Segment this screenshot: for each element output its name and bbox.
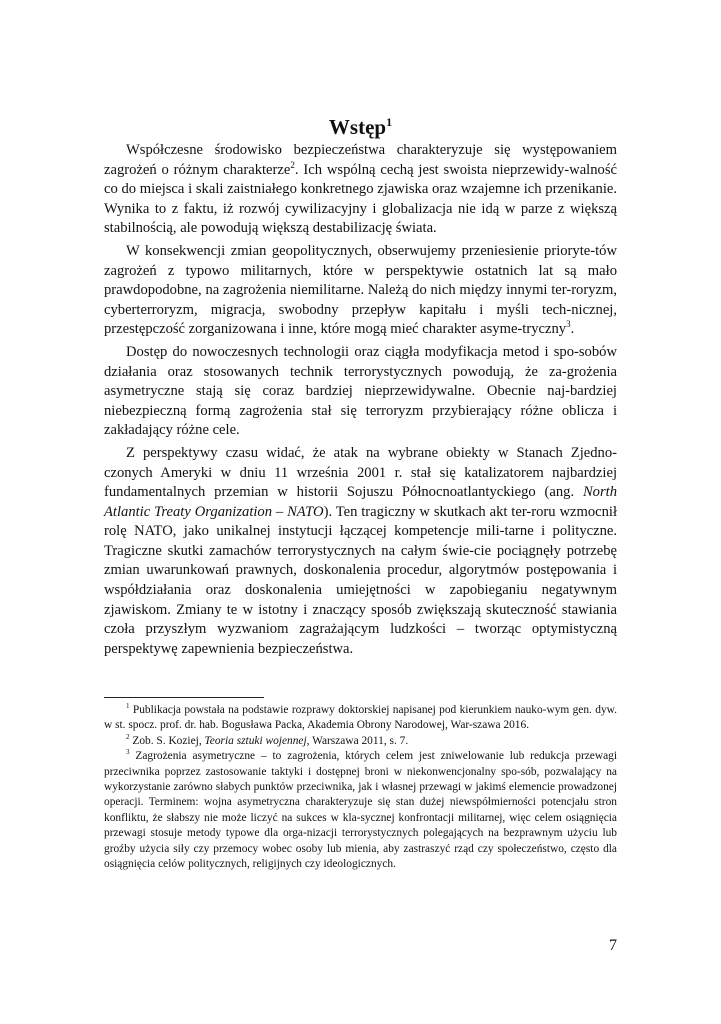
- body-text: [104, 141, 617, 662]
- footnote-3: [104, 749, 617, 872]
- paragraph-4-part-b: ). Ten tragiczny w skutkach akt ter-roru wzmocnił rolę NATO, jako unikalnej instytucji łączącej kompetencje mili-tarne i polityczne. Tragiczne skutki zamachów terrorystycznych na całym świe-cie pociągnęły potrzebę zmian uwarunkowań prawnych, doskonalenia procedur, algorytmów postępowania i współdziałania oraz doskonalenia umiejętności w zapobieganiu negatywnym zjawiskom. Zmiany te w istotny i znaczący sposób zwiększają skuteczność stawiania czoła przyszłym wyzwaniom zagrażającym ludzkości – tworząc optymistyczną perspektywę zapewnienia bezpieczeństwa.: [104, 503, 617, 657]
- footnote-3-text: Zagrożenia asymetryczne – to zagrożenia, których celem jest zniwelowanie lub redukcja przewagi przeciwnika poprzez zastosowanie taktyki i dostępnej broni w niekonwencjonalny spo-sób, pozwalający na wykorzystanie zarówno słabych punktów przeciwnika, jak i własnej przewagi w jakimś elemencie prowadzonej operacji. Terminem: wojna asymetryczna charakteryzuje się stan dużej niewspółmierności potencjału stron konfliktu, że słabszy nie może liczyć na sukces w kla-sycznej konfrontacji militarnej, więc celem osiągnięcia przewagi stosuje metody typowe dla orga-nizacji terrorystycznych polegających na bezprawnym użyciu lub groźby użycia siły czy przemocy wobec osoby lub mienia, aby zastraszyć rząd czy społeczeństwo, często dla osiągnięcia celów politycznych, religijnych czy ideologicznych.: [104, 750, 617, 871]
- footnote-1-number: 1: [126, 702, 130, 711]
- paragraph-2-part-a: W konsekwencji zmian geopolitycznych, obserwujemy przeniesienie prioryte-tów zagrożeń z typowo militarnych, które w perspektywie ostatnich lat są mało prawdopodobne, na zagrożenia niemilitarne. Należą do nich między innymi ter-roryzm, cyberterroryzm, migracja, swobodny przepływ kapitału i myśli tech-nicznej, przestępczość zorganizowana i inne, które mogą mieć charakter asyme-tryczny: [104, 242, 617, 338]
- paragraph-3: Dostęp do nowoczesnych technologii oraz ciągła modyfikacja metod i spo-sobów działania oraz stosowanych technik terrorystycznych powodują, że za-grożenia asymetryczne stają się coraz bardziej nieprzewidywalne. Obecnie naj-bardziej niebezpieczną formą zagrożenia stał się terroryzm przybierający różne oblicza i zakładający różne cele.: [104, 343, 617, 439]
- chapter-title-text: Wstęp: [328, 115, 387, 140]
- paragraph-1-part-b: . Ich wspólną cechą jest swoista nieprzewidy-walność co do miejsca i skali zaistniałego konkretnego zjawiska oraz wzajemne ich przenikanie. Wynika to z faktu, iż rozwój cywilizacyjny i globalizacja nie idą w parze z większą stabilnością, ale powodują większą destabilizację świata.: [104, 161, 617, 237]
- paragraph-1-part-a: Współczesne środowisko bezpieczeństwa charakteryzuje się występowaniem zagrożeń o różnym charakterze: [104, 142, 617, 178]
- footnote-ref-3: 3: [566, 319, 571, 330]
- paragraph-4-italic: North Atlantic Treaty Organization – NATO: [104, 484, 617, 520]
- footnote-separator: [104, 697, 264, 698]
- paragraph-2-part-b: .: [570, 321, 575, 338]
- footnote-2-number: 2: [126, 733, 130, 742]
- footnote-3-number: 3: [126, 748, 130, 757]
- footnote-1-text: Publikacja powstała na podstawie rozprawy doktorskiej napisanej pod kierunkiem nauko-wym gen. dyw. w st. spocz. prof. dr. hab. Bogusława Packa, Akademia Obrony Narodowej, War-szawa 2016.: [104, 704, 617, 732]
- footnote-2-part-a: Zob. S. Koziej,: [129, 734, 205, 747]
- paragraph-4: [104, 444, 617, 660]
- paragraph-4-part-a: Z perspektywy czasu widać, że atak na wybrane obiekty w Stanach Zjedno-czonych Ameryki w dniu 11 września 2001 r. stał się katalizatorem najbardziej fundamentalnych przemian w historii Sojuszu Północnoatlantyckiego (ang.: [104, 444, 617, 501]
- page-number: 7: [609, 937, 617, 954]
- footnotes: [104, 703, 617, 872]
- footnote-2: [104, 734, 617, 749]
- paragraph-1: [104, 141, 617, 239]
- footnote-ref-2: 2: [290, 159, 295, 170]
- footnote-2-italic: Teoria sztuki wojennej: [204, 734, 307, 747]
- chapter-title: [0, 114, 721, 140]
- footnote-1: [104, 703, 617, 734]
- paragraph-2: [104, 242, 617, 340]
- footnote-2-part-b: , Warszawa 2011, s. 7.: [306, 734, 409, 747]
- footnote-ref-1: 1: [386, 115, 393, 130]
